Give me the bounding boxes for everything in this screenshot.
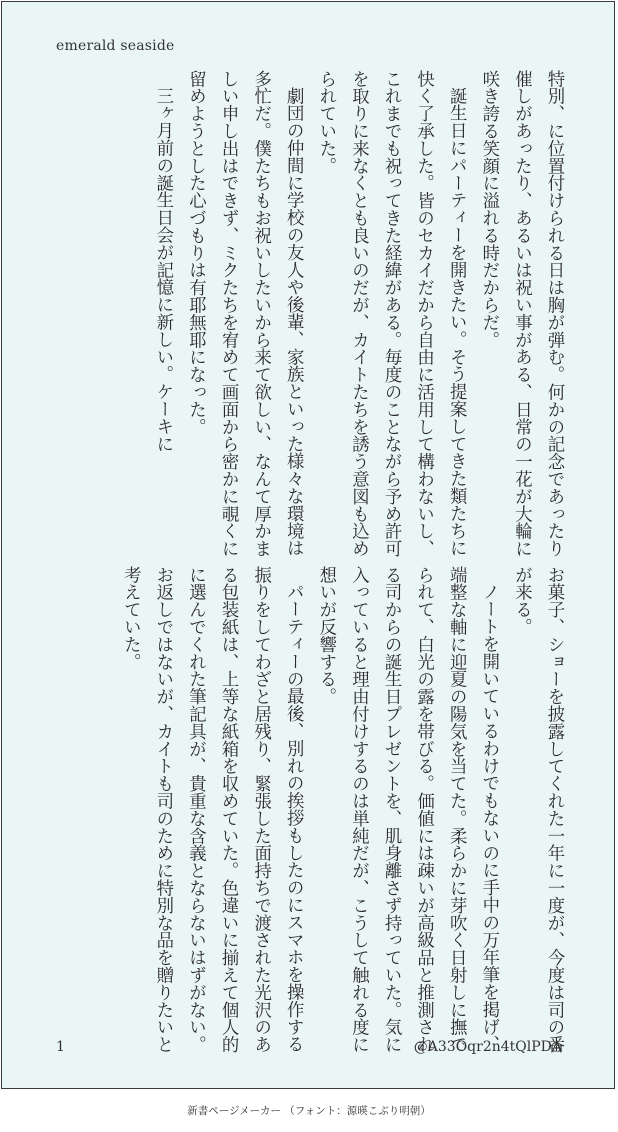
generator-credit: 新書ページメーカー （フォント：源暎こぶり明朝） (187, 1105, 431, 1117)
page-header-title: emerald seaside (56, 38, 175, 54)
author-handle: @A33Oqr2n4tQlPDA (413, 1039, 562, 1055)
paragraph: 誕生日にパーティーを開きたい。そう提案してきた類たちに快く了承した。皆のセカイだから自由に活用して構わないし、これまでも祝ってきた経緯がある。毎度のことながら予め許可を取りに来なくとも良いのだが、カイトたちを誘う意図も込められていた。 (315, 70, 467, 558)
paragraph: パーティーの最後、別れの挨拶もしたのにスマホを操作する振りをしてわざと居残り、緊張した面持ちで渡された光沢のある包装紙は、上等な紙箱を収めていた。色違いに揃えて個人的に選んでくれた筆記具が、貴重な含義とならないはずがない。お返しではないが、カイトも司のために特別な品を贈りたいと考えていた。 (120, 566, 304, 1054)
page-number: 1 (56, 1039, 65, 1055)
text-column-bottom (114, 566, 570, 1056)
paragraph: 特別、に位置付けられる日は胸が弾む。何かの記念であったり催しがあったり、あるいは祝い事がある、日常の一花が大輪に咲き誇る笑顔に溢れる時だからだ。 (478, 70, 564, 558)
novel-page (1, 1, 615, 1089)
paragraph: 三ヶ月前の誕生日会が記憶に新しい。ケーキに (152, 87, 173, 453)
text-column-top (146, 70, 570, 560)
paragraph: 劇団の仲間に学校の友人や後輩、家族といった様々な環境は多忙だ。僕たちもお祝いしたいから来て欲しい、なんて厚かましい申し出はできず、ミクたちを宥めて画面から密かに覗くに留めようとした心づもりは有耶無耶になった。 (185, 70, 304, 558)
paragraph: お菓子、ショーを披露してくれた一年に一度が、今度は司の番が来る。 (511, 566, 564, 1054)
paragraph: ノートを開いているわけでもないのに手中の万年筆を掲げ、端整な軸に迎夏の陽気を当てた。柔らかに芽吹く日射しに撫でられて、白光の露を帯びる。価値には疎いが高級品と推測される司からの誕生日プレゼントを、肌身離さず持っていた。気に入っていると理由付けするのは単純だが、こうして触れる度に想いが反響する。 (315, 566, 499, 1054)
